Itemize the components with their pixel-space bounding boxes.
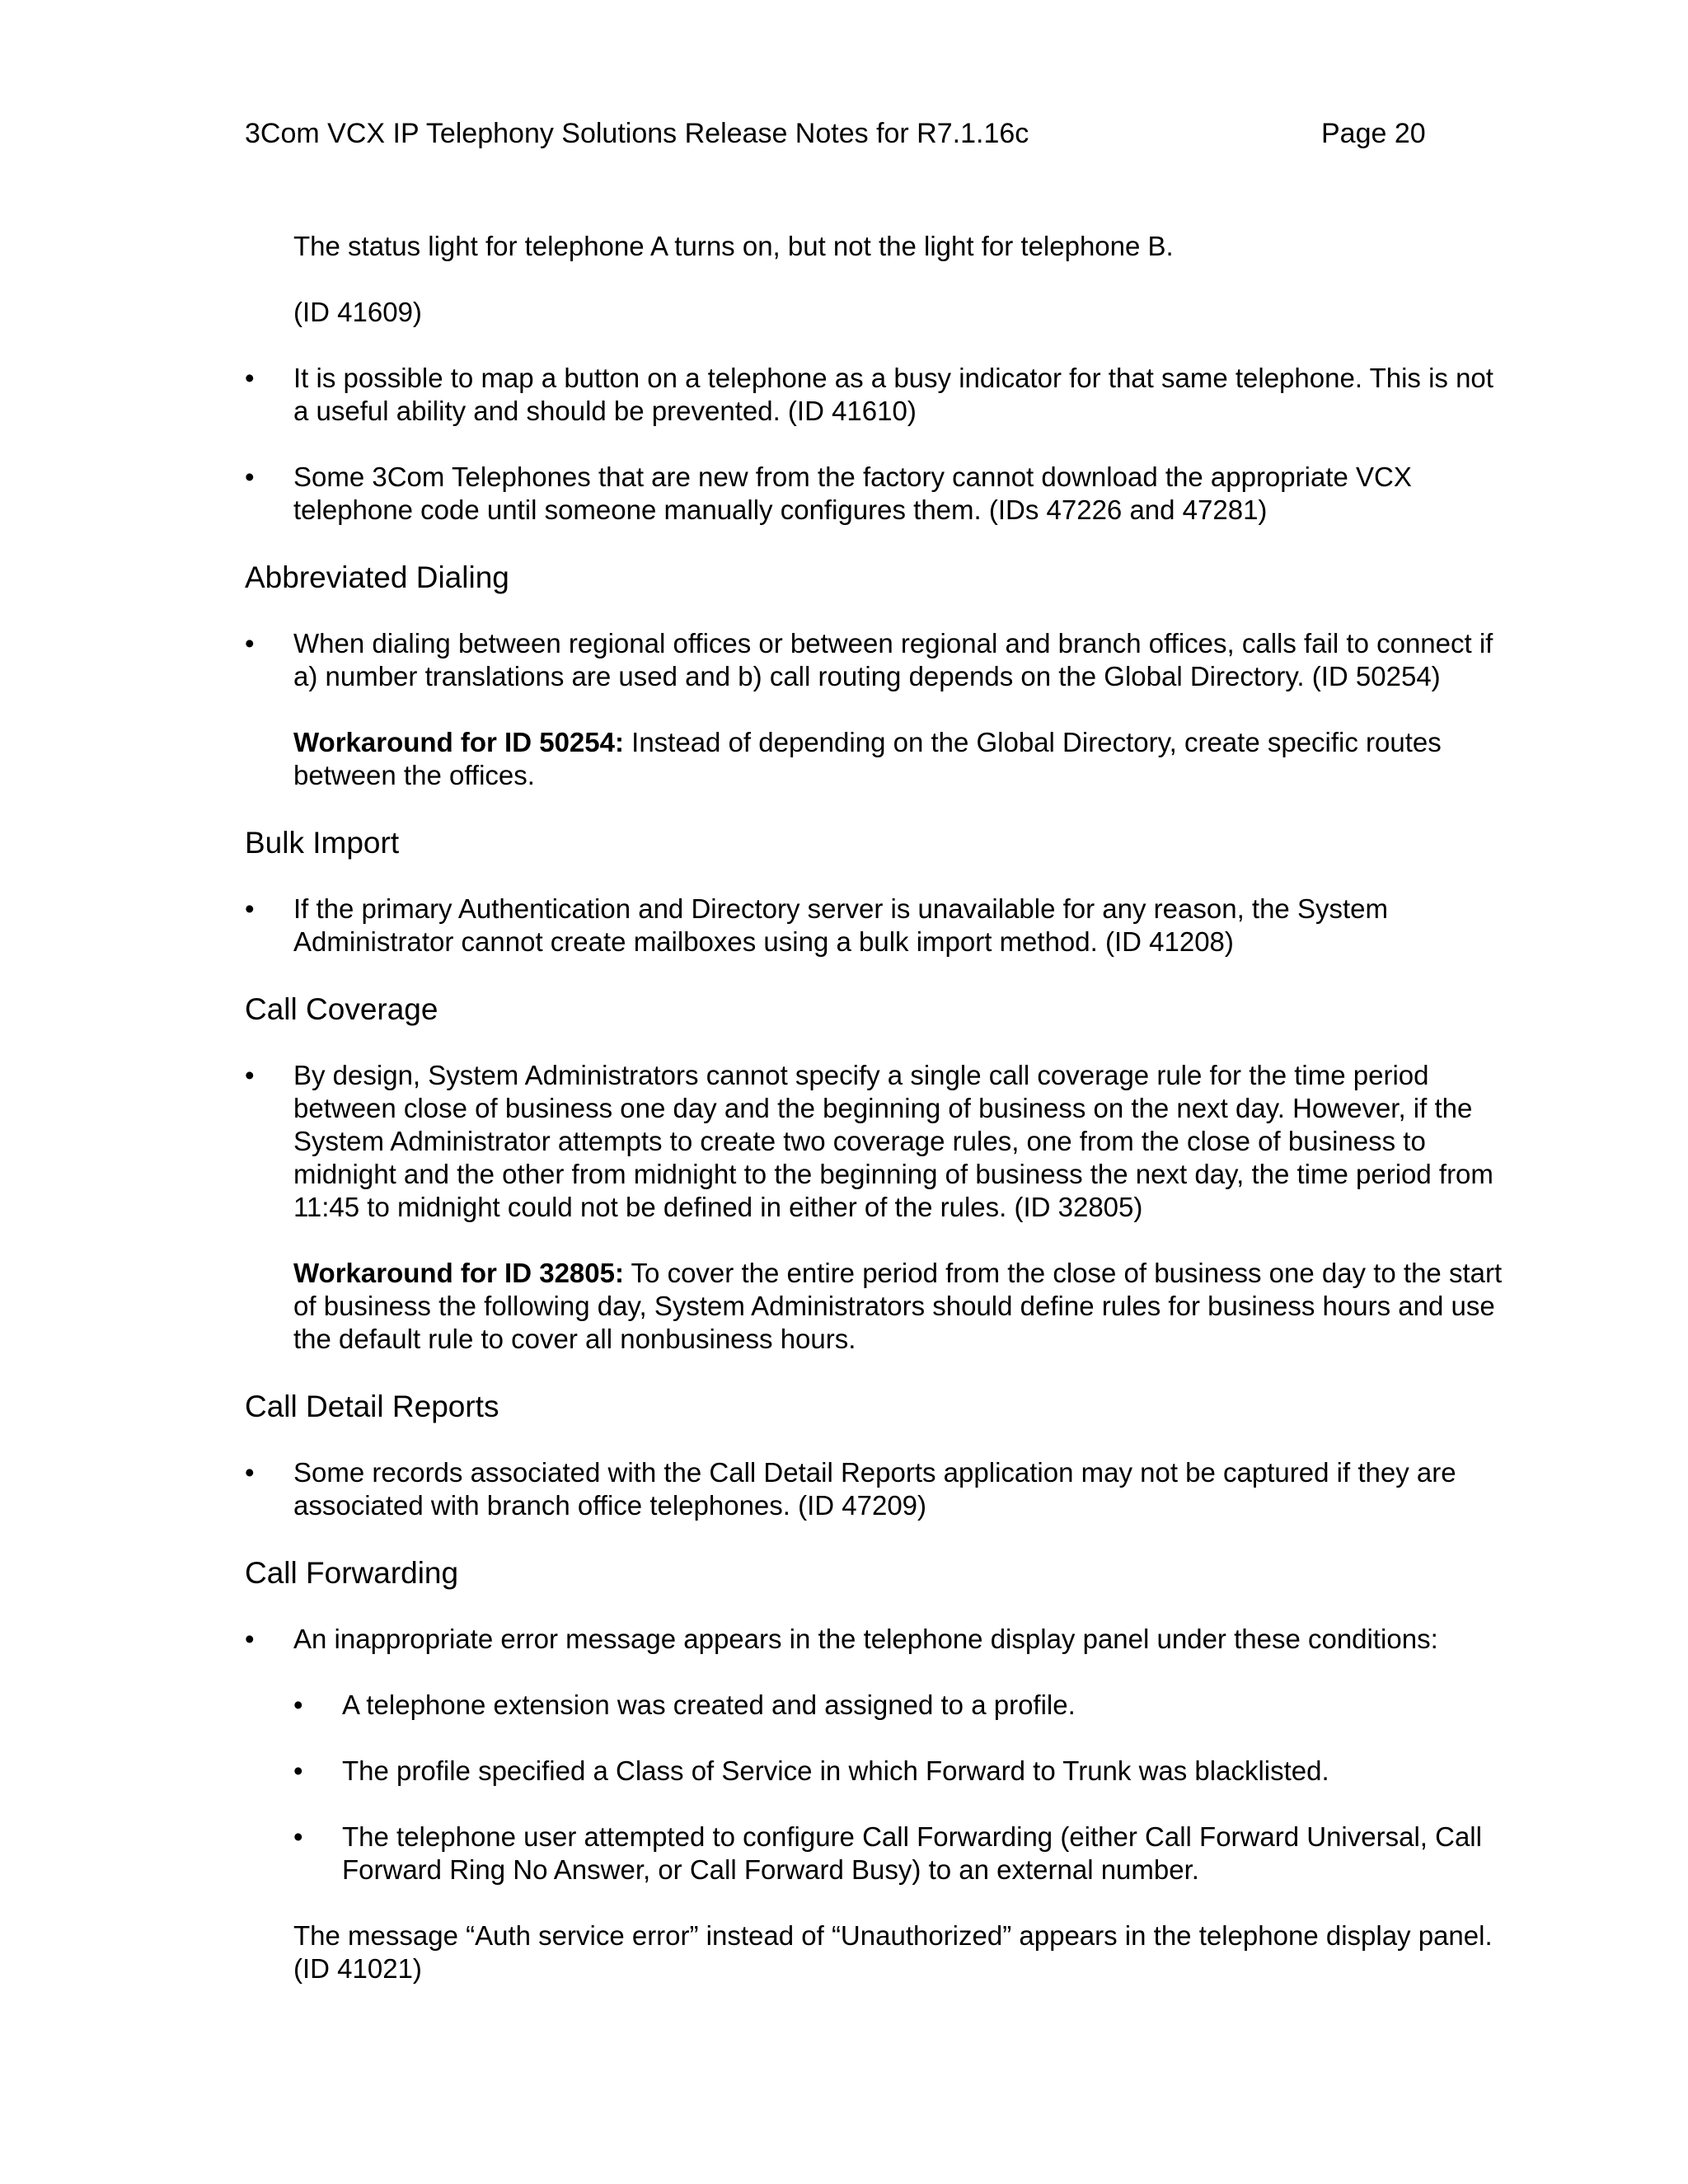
bullet-marker: • <box>293 1821 303 1852</box>
section-heading: Call Detail Reports <box>245 1390 499 1423</box>
list-item-text: An inappropriate error message appears in the telephone display panel under these conditions: <box>293 1624 1438 1654</box>
bullet-marker: • <box>293 1690 303 1720</box>
list-item-text: It is possible to map a button on a telephone as a busy indicator for that same telephone. This is not a useful ability and should be prevented. (ID 41610) <box>293 363 1493 426</box>
list-item <box>245 1623 1514 1656</box>
paragraph: The message “Auth service error” instead of “Unauthorized” appears in the telephone display panel. (ID 41021) <box>293 1920 1493 1984</box>
bullet-marker: • <box>245 462 255 492</box>
paragraph: (ID 41609) <box>293 297 422 327</box>
bullet-marker: • <box>245 1624 255 1654</box>
list-item-text: Some records associated with the Call Detail Reports application may not be captured if they are associated with branch office telephones. (ID 47209) <box>293 1457 1456 1521</box>
bullet-marker: • <box>245 363 255 393</box>
workaround-text: Instead of depending on the Global Directory, create specific routes between the offices. <box>293 727 1442 790</box>
list-item-text: Some 3Com Telephones that are new from the factory cannot download the appropriate VCX telephone code until someone manually configures them. (IDs 47226 and 47281) <box>293 462 1412 525</box>
workaround-label: Workaround for ID 32805: <box>293 1258 624 1288</box>
bullet-marker: • <box>245 628 255 658</box>
sub-list-item <box>293 1755 1514 1788</box>
list-item-text: The profile specified a Class of Service in which Forward to Trunk was blacklisted. <box>342 1755 1329 1786</box>
header-title: 3Com VCX IP Telephony Solutions Release Notes for R7.1.16c <box>245 118 1029 149</box>
section-heading: Call Coverage <box>245 992 438 1026</box>
list-item-text: By design, System Administrators cannot specify a single call coverage rule for the time period between close of business one day and the beginning of business on the next day. However, if the System Administrator attempts to create two coverage rules, one from the close of business to midnight and the other from midnight to the beginning of business the next day, the time period from 11:45 to midnight could not be defined in either of the rules. (ID 32805) <box>293 1060 1493 1222</box>
workaround-paragraph <box>293 726 1514 792</box>
header-page-number: Page 20 <box>1321 118 1426 149</box>
sub-list-item <box>293 1689 1514 1722</box>
paragraph: The status light for telephone A turns on, but not the light for telephone B. <box>293 231 1174 261</box>
sub-list-item <box>293 1821 1514 1886</box>
workaround-text: To cover the entire period from the close of business one day to the start of business the following day, System Administrators should define rules for business hours and use the default rule to cover all nonbusiness hours. <box>293 1258 1503 1354</box>
list-item <box>245 893 1514 958</box>
list-item <box>245 1059 1514 1224</box>
list-item <box>245 362 1514 428</box>
section-heading: Abbreviated Dialing <box>245 560 509 594</box>
list-item-text: When dialing between regional offices or between regional and branch offices, calls fail to connect if a) number translations are used and b) call routing depends on the Global Directory. (ID 50254) <box>293 628 1493 691</box>
section-heading: Call Forwarding <box>245 1556 459 1590</box>
bullet-marker: • <box>245 1457 255 1488</box>
list-item <box>245 1456 1514 1522</box>
document-body <box>245 230 1514 2018</box>
list-item-text: If the primary Authentication and Directory server is unavailable for any reason, the System Administrator cannot create mailboxes using a bulk import method. (ID 41208) <box>293 893 1388 957</box>
bullet-marker: • <box>245 893 255 924</box>
list-item-text: A telephone extension was created and assigned to a profile. <box>342 1690 1076 1720</box>
bullet-marker: • <box>245 1060 255 1090</box>
list-item-text: The telephone user attempted to configure Call Forwarding (either Call Forward Universal, Call Forward Ring No Answer, or Call Forward Busy) to an external number. <box>342 1821 1482 1885</box>
workaround-label: Workaround for ID 50254: <box>293 727 624 757</box>
section-heading: Bulk Import <box>245 826 400 860</box>
list-item <box>245 627 1514 693</box>
bullet-marker: • <box>293 1755 303 1786</box>
list-item <box>245 461 1514 527</box>
workaround-paragraph <box>293 1257 1514 1356</box>
